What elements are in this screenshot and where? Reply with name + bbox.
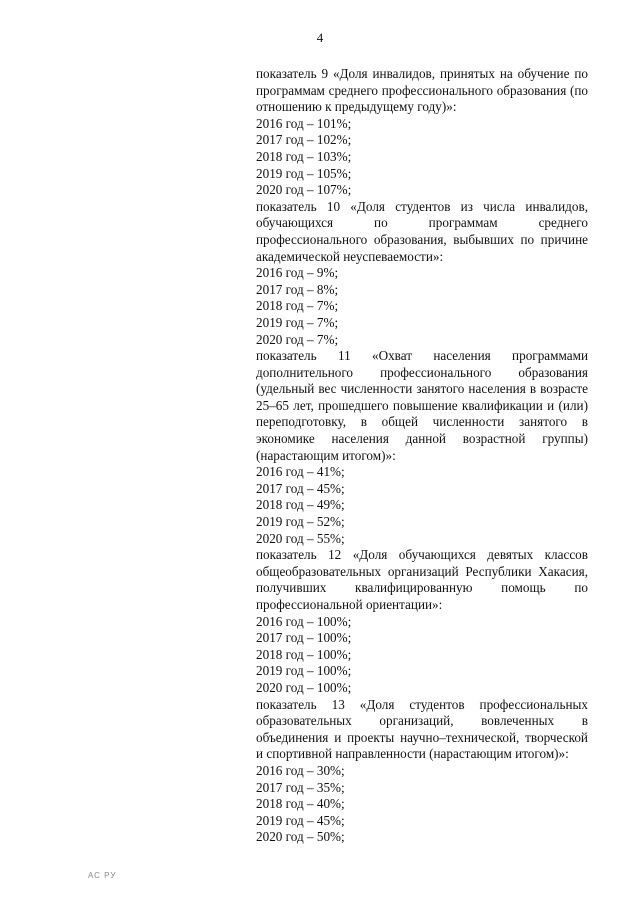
indicator-description: показатель 12 «Доля обучающихся девятых классов общеобразовательных организаций Республики Хакасия, получивших квалифицированную помощь по профессиональной ориентации»: bbox=[256, 547, 588, 612]
indicator-year-value: 2018 год – 100%; bbox=[256, 646, 352, 662]
indicator-year-value: 2017 год – 8%; bbox=[256, 281, 339, 297]
indicator-year-value: 2016 год – 30%; bbox=[256, 762, 345, 778]
indicator-year-value: 2016 год – 100%; bbox=[256, 613, 352, 629]
document-body bbox=[256, 66, 588, 846]
indicator-year-value: 2017 год – 45%; bbox=[256, 480, 345, 496]
indicator-year-value: 2016 год – 9%; bbox=[256, 265, 339, 281]
indicator-year-value: 2019 год – 52%; bbox=[256, 514, 345, 530]
indicator-year-value: 2018 год – 49%; bbox=[256, 497, 345, 513]
indicator-year-value: 2017 год – 35%; bbox=[256, 779, 345, 795]
indicator-year-value: 2020 год – 55%; bbox=[256, 530, 345, 546]
page-number: 4 bbox=[316, 30, 324, 45]
indicator-year-value: 2017 год – 102%; bbox=[256, 132, 352, 148]
indicator-year-value: 2019 год – 7%; bbox=[256, 314, 339, 330]
indicator-12 bbox=[256, 547, 588, 696]
indicator-year-value: 2020 год – 7%; bbox=[256, 331, 339, 347]
indicator-description: показатель 9 «Доля инвалидов, принятых на обучение по программам среднего профессионального образования (по отношению к предыдущему году)»: bbox=[256, 66, 588, 115]
indicator-year-value: 2018 год – 103%; bbox=[256, 148, 352, 164]
indicator-year-value: 2019 год – 100%; bbox=[256, 663, 352, 679]
indicator-year-value: 2020 год – 50%; bbox=[256, 829, 345, 845]
indicator-year-value: 2018 год – 7%; bbox=[256, 298, 339, 314]
footer-mark: АС РУ bbox=[88, 871, 117, 880]
indicator-11 bbox=[256, 348, 588, 547]
indicator-year-value: 2020 год – 100%; bbox=[256, 679, 352, 695]
indicator-description: показатель 10 «Доля студентов из числа инвалидов, обучающихся по программам среднего профессионального образования, выбывших по причине академической неуспеваемости»: bbox=[256, 198, 588, 264]
indicator-year-value: 2017 год – 100%; bbox=[256, 630, 352, 646]
indicator-10 bbox=[256, 199, 588, 348]
indicator-year-value: 2019 год – 105%; bbox=[256, 165, 352, 181]
indicator-description: показатель 11 «Охват населения программами дополнительного профессионального образования (удельный вес численности занятого населения в возрасте 25–65 лет, прошедшего повышение квалификации и (или) переподготовку, в общей численности занятого в экономике населения данной возрастной группы) (нарастающим итогом)»: bbox=[256, 348, 588, 463]
indicator-year-value: 2019 год – 45%; bbox=[256, 812, 345, 828]
indicator-year-value: 2016 год – 41%; bbox=[256, 464, 345, 480]
indicator-year-value: 2020 год – 107%; bbox=[256, 182, 352, 198]
indicator-9 bbox=[256, 66, 588, 199]
indicator-description: показатель 13 «Доля студентов профессиональных образовательных организаций, вовлеченных в объединения и проекты научно–технической, творческой и спортивной направленности (нарастающим итогом)»: bbox=[256, 696, 588, 762]
indicator-13 bbox=[256, 697, 588, 846]
indicator-year-value: 2016 год – 101%; bbox=[256, 115, 352, 131]
indicator-year-value: 2018 год – 40%; bbox=[256, 796, 345, 812]
